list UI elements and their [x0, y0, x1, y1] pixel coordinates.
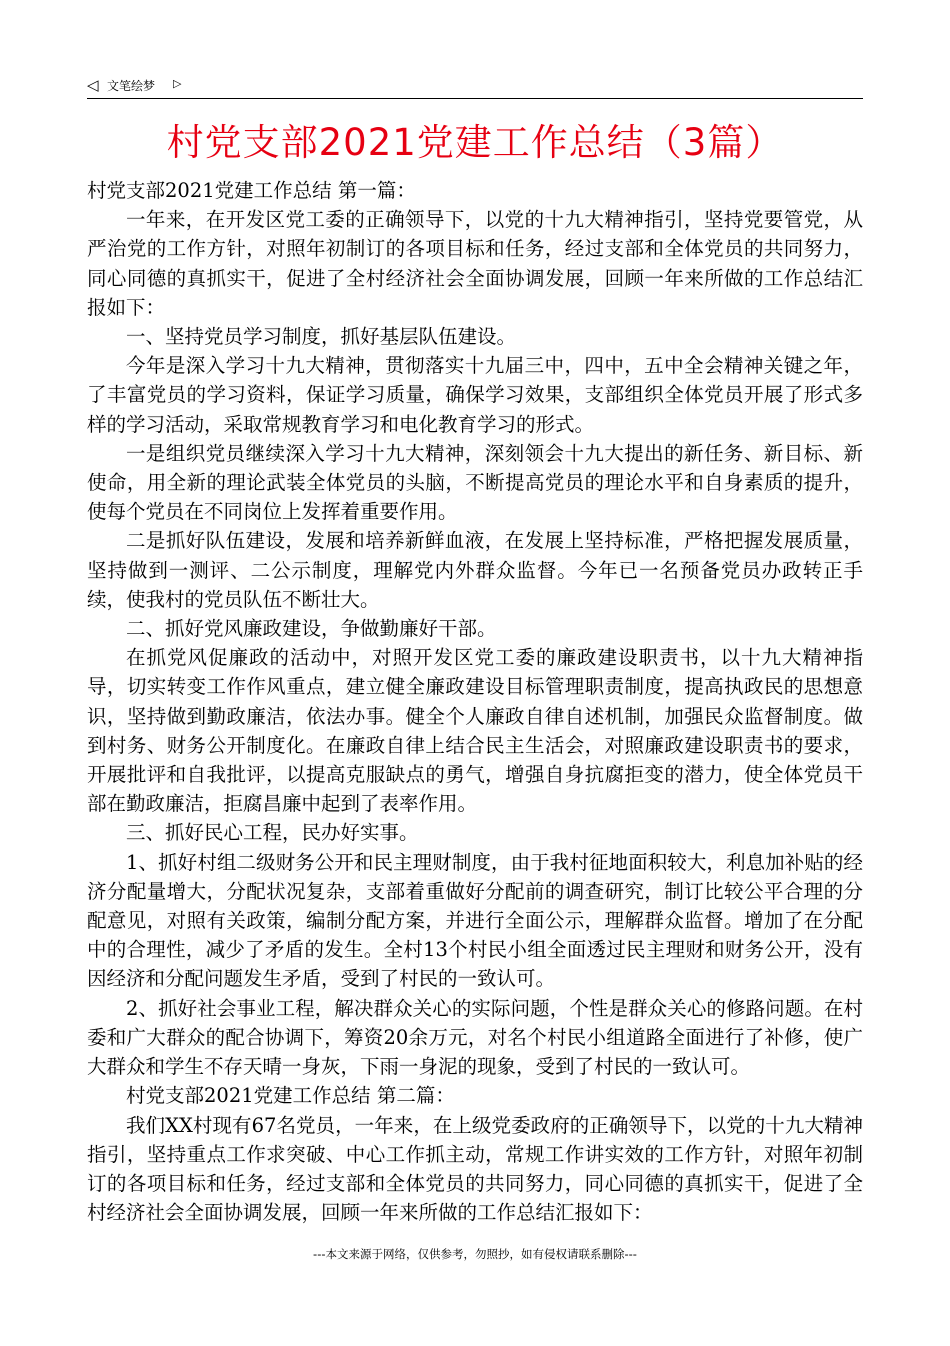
- body-paragraph: 一是组织党员继续深入学习十九大精神，深刻领会十九大提出的新任务、新目标、新使命，用全新的理论武装全体党员的头脑，不断提高党员的理论水平和自身素质的提升，使每个党员在不同岗位上发挥着重要作用。: [87, 441, 863, 524]
- body-paragraph: 2、抓好社会事业工程，解决群众关心的实际问题，个性是群众关心的修路问题。在村委和广大群众的配合协调下，筹资20余万元，对名个村民小组道路全面进行了补修，使广大群众和学生不存天晴一身灰，下雨一身泥的现象，受到了村民的一致认可。: [87, 996, 863, 1079]
- sub-heading: 三、抓好民心工程，民办好实事。: [126, 821, 419, 845]
- page-header: [87, 74, 863, 99]
- body-paragraph: 一年来，在开发区党工委的正确领导下，以党的十九大精神指引，坚持党要管党，从严治党的工作方针，对照年初制订的各项目标和任务，经过支部和全体党员的共同努力，同心同德的真抓实干，促进了全村经济社会全面协调发展，回顾一年来所做的工作总结汇报如下：: [87, 208, 863, 319]
- sub-heading: 一、坚持党员学习制度，抓好基层队伍建设。: [126, 325, 517, 349]
- document-body: [87, 176, 863, 1227]
- document-title: 村党支部2021党建工作总结（3篇）: [166, 121, 784, 164]
- section-heading-second: 村党支部2021党建工作总结 第二篇：: [126, 1084, 455, 1108]
- body-paragraph: 1、抓好村组二级财务公开和民主理财制度，由于我村征地面积较大，利息加补贴的经济分配量增大，分配状况复杂，支部着重做好分配前的调查研究，制订比较公平合理的分配意见，对照有关政策，编制分配方案，并进行全面公示，理解群众监督。增加了在分配中的合理性，减少了矛盾的发生。全村13个村民小组全面透过民主理财和财务公开，没有因经济和分配问题发生矛盾，受到了村民的一致认可。: [87, 850, 863, 991]
- body-paragraph: 今年是深入学习十九大精神，贯彻落实十九届三中，四中，五中全会精神关键之年，了丰富党员的学习资料，保证学习质量，确保学习效果，支部组织全体党员开展了形式多样的学习活动，采取常规教育学习和电化教育学习的形式。: [87, 354, 863, 436]
- sub-heading: 二、抓好党风廉政建设，争做勤廉好干部。: [126, 617, 497, 641]
- body-paragraph: 在抓党风促廉政的活动中，对照开发区党工委的廉政建设职责书，以十九大精神指导，切实转变工作作风重点，建立健全廉政建设目标管理职责制度，提高执政民的思想意识，坚持做到勤政廉洁，依法办事。健全个人廉政自律自述机制，加强民众监督制度。做到村务、财务公开制度化。在廉政自律上结合民主生活会，对照廉政建设职责书的要求，开展批评和自我批评，以提高克服缺点的勇气，增强自身抗腐拒变的潜力，使全体党员干部在勤政廉洁，拒腐昌廉中起到了表率作用。: [87, 646, 863, 816]
- triangle-left-icon: ◁: [87, 76, 99, 94]
- body-paragraph: 我们XX村现有67名党员，一年来，在上级党委政府的正确领导下，以党的十九大精神指引，坚持重点工作求突破、中心工作抓主动，常规工作讲实效的工作方针，对照年初制订的各项目标和任务，经过支部和全体党员的共同努力，同心同德的真抓实干，促进了全村经济社会全面协调发展，回顾一年来所做的工作总结汇报如下：: [87, 1113, 863, 1225]
- triangle-right-icon: ▷: [173, 77, 182, 90]
- body-paragraph: 二是抓好队伍建设，发展和培养新鲜血液，在发展上坚持标准，严格把握发展质量，坚持做到一测评、二公示制度，理解党内外群众监督。今年已一名预备党员办政转正手续，使我村的党员队伍不断壮大。: [87, 529, 863, 611]
- page-footer: ---本文来源于网络，仅供参考，勿照抄，如有侵权请联系删除---: [313, 1247, 637, 1261]
- header-brand: 文笔绘梦: [107, 79, 156, 93]
- section-heading-first: 村党支部2021党建工作总结 第一篇：: [87, 179, 416, 202]
